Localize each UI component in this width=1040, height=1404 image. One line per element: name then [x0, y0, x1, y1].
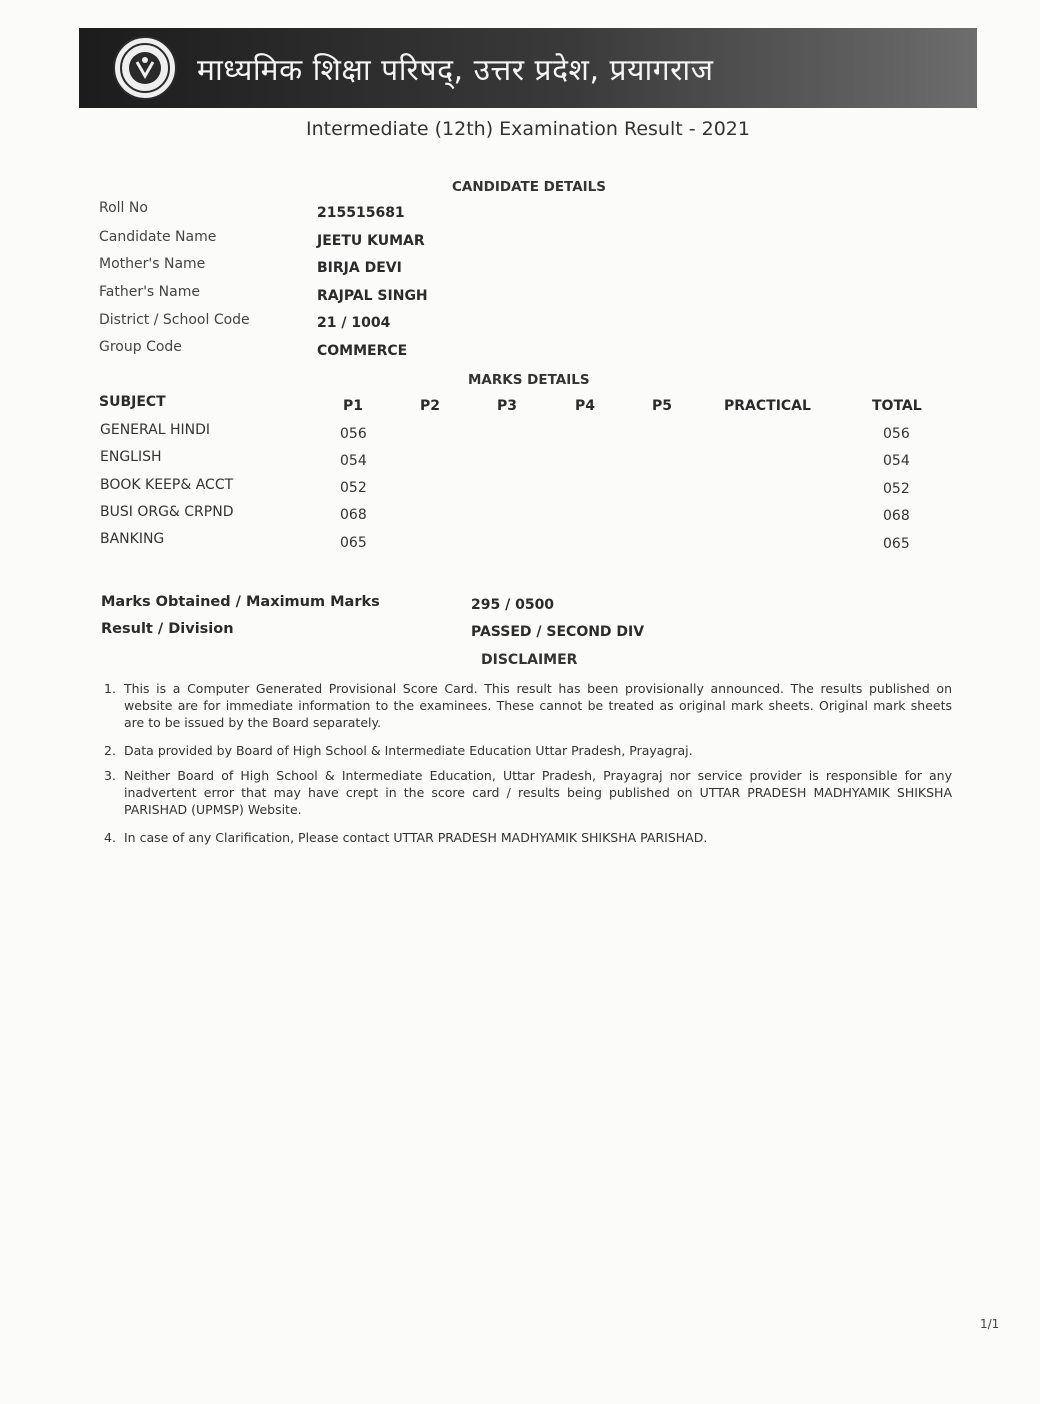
table-row-subject: ENGLISH [100, 449, 162, 465]
result-division-value: PASSED / SECOND DIV [471, 624, 645, 640]
table-row-p1: 068 [340, 507, 367, 523]
col-p2-header: P2 [420, 398, 441, 414]
col-p1-header: P1 [343, 398, 364, 414]
disclaimer-item [104, 767, 952, 818]
col-practical-header: PRACTICAL [724, 398, 811, 414]
table-row-total: 056 [883, 426, 910, 442]
group-code-label: Group Code [99, 339, 182, 355]
disclaimer-item [104, 742, 952, 759]
upmsp-seal-icon [113, 36, 177, 100]
disclaimer-item-text: This is a Computer Generated Provisional Score Card. This result has been provisionally announced. The results published on website are for immediate information to the examinees. These cannot be treated as original mark sheets. Original mark sheets are to be issued by the Board separately. [124, 681, 952, 730]
col-total-header: TOTAL [872, 398, 922, 414]
disclaimer-item-number: 1. [104, 681, 116, 696]
result-division-label: Result / Division [101, 621, 234, 637]
table-row-p1: 065 [340, 535, 367, 551]
col-p3-header: P3 [497, 398, 518, 414]
father-name-label: Father's Name [99, 284, 200, 300]
header-banner [79, 28, 977, 108]
roll-no-value: 215515681 [317, 205, 405, 221]
board-title: माध्यमिक शिक्षा परिषद्, उत्तर प्रदेश, प्रयागराज [197, 53, 714, 88]
group-code-value: COMMERCE [317, 343, 408, 359]
table-row-p1: 052 [340, 480, 367, 496]
table-row-total: 052 [883, 481, 910, 497]
father-name-value: RAJPAL SINGH [317, 288, 428, 304]
table-row-total: 065 [883, 536, 910, 552]
mother-name-value: BIRJA DEVI [317, 260, 402, 276]
disclaimer-item-number: 2. [104, 743, 116, 758]
marks-obtained-value: 295 / 0500 [471, 597, 555, 613]
candidate-name-label: Candidate Name [99, 229, 217, 245]
disclaimer-item-text: Data provided by Board of High School & Intermediate Education Uttar Pradesh, Prayagraj. [124, 743, 693, 758]
col-p4-header: P4 [575, 398, 596, 414]
table-row-subject: BANKING [100, 531, 165, 547]
table-row-total: 054 [883, 453, 910, 469]
disclaimer-item [104, 829, 952, 846]
disclaimer-item-text: Neither Board of High School & Intermediate Education, Uttar Pradesh, Prayagraj nor service provider is responsible for any inadvertent error that may have crept in the score card / results being published on UTTAR PRADESH MADHYAMIK SHIKSHA PARISHAD (UPMSP) Website. [124, 768, 952, 817]
table-row-subject: GENERAL HINDI [100, 422, 211, 438]
disclaimer-item-text: In case of any Clarification, Please contact UTTAR PRADESH MADHYAMIK SHIKSHA PARISHAD. [124, 830, 708, 845]
disclaimer-heading: DISCLAIMER [481, 652, 578, 668]
disclaimer-item-number: 4. [104, 830, 116, 845]
marks-obtained-label: Marks Obtained / Maximum Marks [101, 594, 380, 610]
table-row-p1: 056 [340, 426, 367, 442]
marks-details-heading: MARKS DETAILS [468, 372, 590, 388]
district-school-code-label: District / School Code [99, 312, 250, 328]
table-row-total: 068 [883, 508, 910, 524]
candidate-details-heading: CANDIDATE DETAILS [452, 179, 607, 195]
col-p5-header: P5 [652, 398, 673, 414]
disclaimer-item [104, 680, 952, 731]
disclaimer-item-number: 3. [104, 768, 116, 783]
col-subject-header: SUBJECT [99, 394, 166, 410]
mother-name-label: Mother's Name [99, 256, 206, 272]
district-school-code-value: 21 / 1004 [317, 315, 391, 331]
table-row-p1: 054 [340, 453, 367, 469]
roll-no-label: Roll No [99, 200, 148, 216]
page-number: 1/1 [980, 1317, 1000, 1331]
exam-title: Intermediate (12th) Examination Result - 2021 [306, 118, 750, 140]
table-row-subject: BOOK KEEP& ACCT [100, 477, 234, 493]
candidate-name-value: JEETU KUMAR [317, 233, 425, 249]
table-row-subject: BUSI ORG& CRPND [100, 504, 234, 520]
